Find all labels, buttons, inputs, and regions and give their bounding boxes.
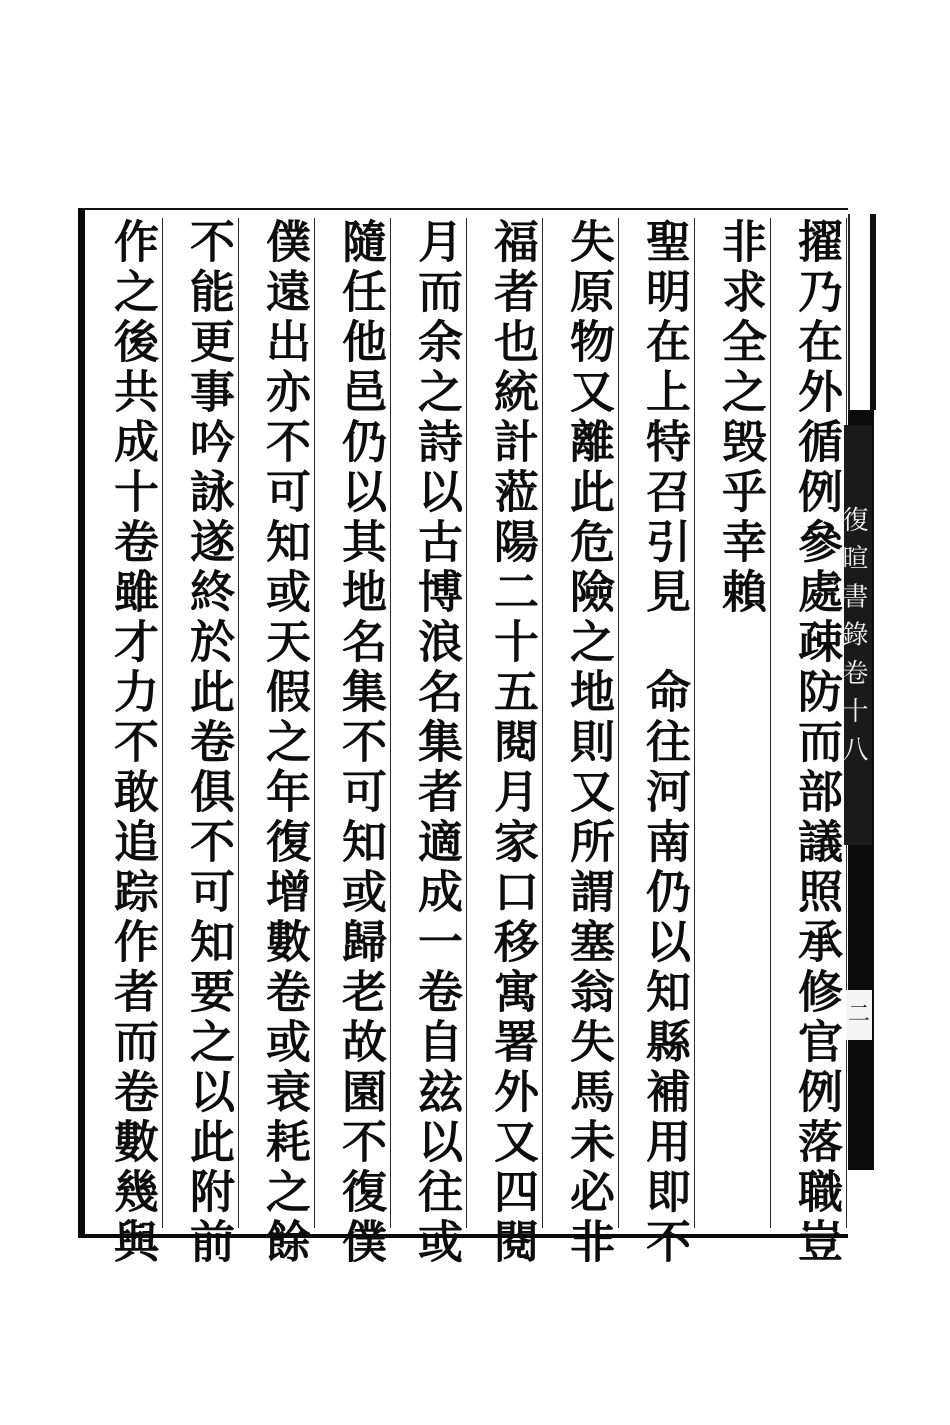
- fold-edge-top: [848, 214, 876, 410]
- text-column-5: [467, 218, 543, 1268]
- column-text-8: 僕遠出亦不可知或天假之年復增數卷或衰耗之餘: [258, 218, 311, 1268]
- column-text-4: 失原物又離此危險之地則又所謂塞翁失馬未必非: [562, 218, 615, 1268]
- column-text-10: 作之後共成十卷雖才力不敢追踪作者而卷數幾與: [106, 218, 159, 1268]
- text-frame: [78, 208, 848, 1268]
- column-text-9: 不能更事吟詠遂終於此卷俱不可知要之以此附前: [182, 218, 235, 1268]
- folio-number: 二: [846, 990, 872, 1040]
- text-column-4: [543, 218, 619, 1268]
- column-text-5: 福者也統計蒞陽二十五閱月家口移寓署外又四閱: [486, 218, 539, 1268]
- text-column-7: [315, 218, 391, 1268]
- text-column-3: [619, 218, 695, 1268]
- text-column-6: [391, 218, 467, 1268]
- fold-margin-title: 復 暄 書 錄 卷 十 八: [844, 425, 872, 845]
- text-column-8: [239, 218, 315, 1268]
- column-text-6: 月而余之詩以古博浪名集者適成一卷自玆以往或: [410, 218, 463, 1268]
- column-text-1: 擢乃在外循例參處疎防而部議照承修官例落職豈: [790, 218, 843, 1268]
- column-text-2: 非求全之毁乎幸賴: [714, 218, 767, 618]
- text-column-10: [87, 218, 163, 1268]
- column-text-7: 隨任他邑仍以其地名集不可知或歸老故園不復僕: [334, 218, 387, 1268]
- text-column-2: [695, 218, 771, 1228]
- column-text-3: 聖明在上特召引見 命往河南仍以知縣補用即不: [638, 218, 691, 1268]
- text-column-9: [163, 218, 239, 1268]
